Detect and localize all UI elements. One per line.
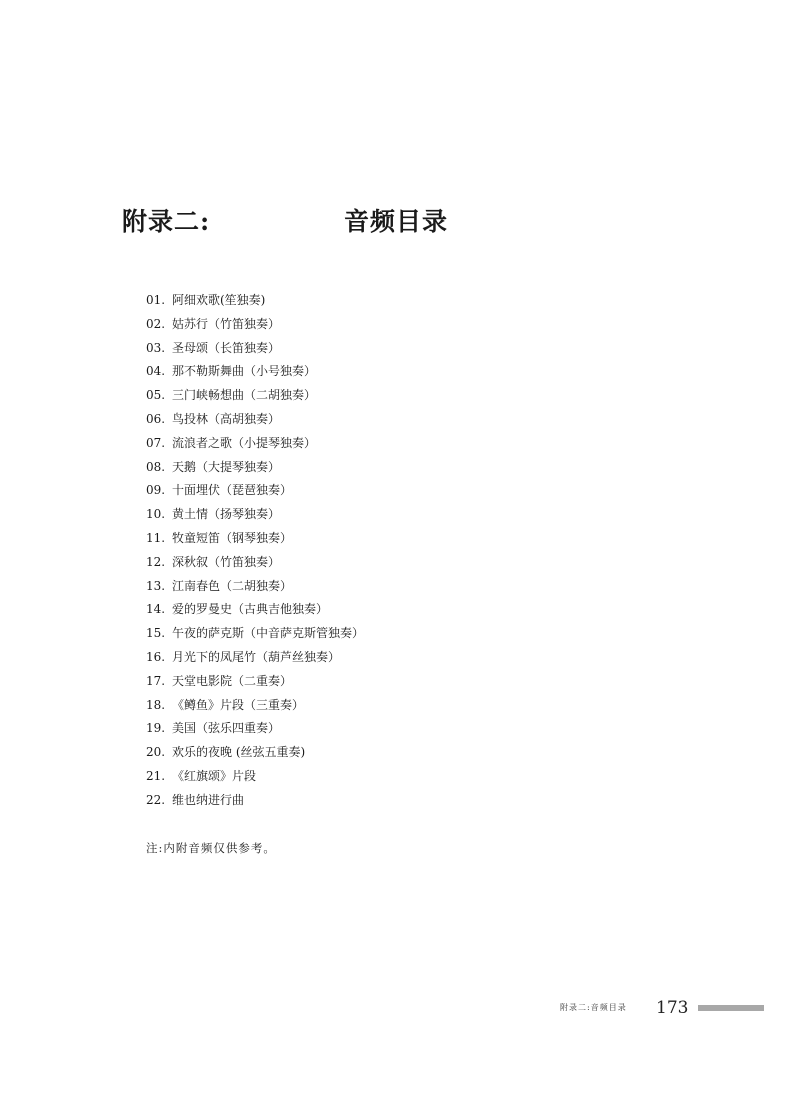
track-number: 18. <box>146 697 166 712</box>
list-item <box>146 289 646 313</box>
track-number: 14. <box>146 602 166 617</box>
track-number: 19. <box>146 721 166 736</box>
list-item <box>146 408 646 432</box>
list-item <box>146 670 646 694</box>
list-item <box>146 765 646 789</box>
track-number: 21. <box>146 768 166 783</box>
track-number: 08. <box>146 459 166 474</box>
track-number: 22. <box>146 792 166 807</box>
list-item <box>146 432 646 456</box>
track-title: 那不勒斯舞曲（小号独奏） <box>172 364 317 379</box>
track-number: 05. <box>146 388 166 403</box>
list-item <box>146 360 646 384</box>
track-number: 07. <box>146 435 166 450</box>
list-item <box>146 694 646 718</box>
track-number: 20. <box>146 745 166 760</box>
list-item <box>146 622 646 646</box>
list-item <box>146 789 646 813</box>
track-number: 10. <box>146 507 166 522</box>
track-title: 三门峡畅想曲（二胡独奏） <box>172 388 317 403</box>
track-number: 16. <box>146 649 166 664</box>
track-number: 17. <box>146 673 166 688</box>
page-heading <box>122 202 522 242</box>
list-item <box>146 551 646 575</box>
track-title: 《红旗颂》片段 <box>172 768 257 783</box>
page-number: 173 <box>656 998 689 1018</box>
track-number: 04. <box>146 364 166 379</box>
footer-running-title: 附录二:音频目录 <box>560 1003 627 1012</box>
track-title: 美国（弦乐四重奏） <box>172 721 281 736</box>
track-title: 圣母颂（长笛独奏） <box>172 340 281 355</box>
track-title: 天堂电影院（二重奏） <box>172 673 293 688</box>
list-item <box>146 313 646 337</box>
track-title: 阿细欢歌(笙独奏) <box>172 293 266 307</box>
track-title: 流浪者之歌（小提琴独奏） <box>172 435 317 450</box>
track-title: 天鹅（大提琴独奏） <box>172 459 281 474</box>
track-number: 11. <box>146 530 166 545</box>
list-item <box>146 646 646 670</box>
list-item <box>146 503 646 527</box>
heading-title: 音频目录 <box>344 207 449 236</box>
track-number: 03. <box>146 340 166 355</box>
track-number: 02. <box>146 316 166 331</box>
track-number: 13. <box>146 578 166 593</box>
track-title: 《鳟鱼》片段（三重奏） <box>172 697 305 712</box>
track-number: 01. <box>146 293 166 307</box>
track-title: 午夜的萨克斯（中音萨克斯管独奏） <box>172 626 365 641</box>
heading-appendix-label: 附录二: <box>122 207 211 236</box>
track-title: 十面埋伏（琵琶独奏） <box>172 483 293 498</box>
footer-accent-bar <box>698 1005 764 1011</box>
track-title: 深秋叙（竹笛独奏） <box>172 554 281 569</box>
track-title: 牧童短笛（钢琴独奏） <box>172 530 293 545</box>
list-item <box>146 717 646 741</box>
page-footer <box>560 996 765 1020</box>
track-title: 江南春色（二胡独奏） <box>172 578 293 593</box>
track-number: 12. <box>146 554 166 569</box>
list-item <box>146 384 646 408</box>
track-title: 姑苏行（竹笛独奏） <box>172 316 281 331</box>
list-item <box>146 741 646 765</box>
track-title: 月光下的凤尾竹（葫芦丝独奏） <box>172 649 341 664</box>
track-title: 黄土情（扬琴独奏） <box>172 507 281 522</box>
track-title: 爱的罗曼史（古典吉他独奏） <box>172 602 329 617</box>
list-item <box>146 337 646 361</box>
list-item <box>146 479 646 503</box>
track-list <box>146 289 646 813</box>
track-title: 欢乐的夜晚 (丝弦五重奏) <box>172 745 306 760</box>
list-item <box>146 598 646 622</box>
track-number: 09. <box>146 483 166 498</box>
track-number: 06. <box>146 411 166 426</box>
footnote: 注:内附音频仅供参考。 <box>146 841 276 855</box>
track-title: 维也纳进行曲 <box>172 792 245 807</box>
track-title: 鸟投林（高胡独奏） <box>172 411 281 426</box>
track-number: 15. <box>146 626 166 641</box>
list-item <box>146 575 646 599</box>
list-item <box>146 527 646 551</box>
list-item <box>146 456 646 480</box>
